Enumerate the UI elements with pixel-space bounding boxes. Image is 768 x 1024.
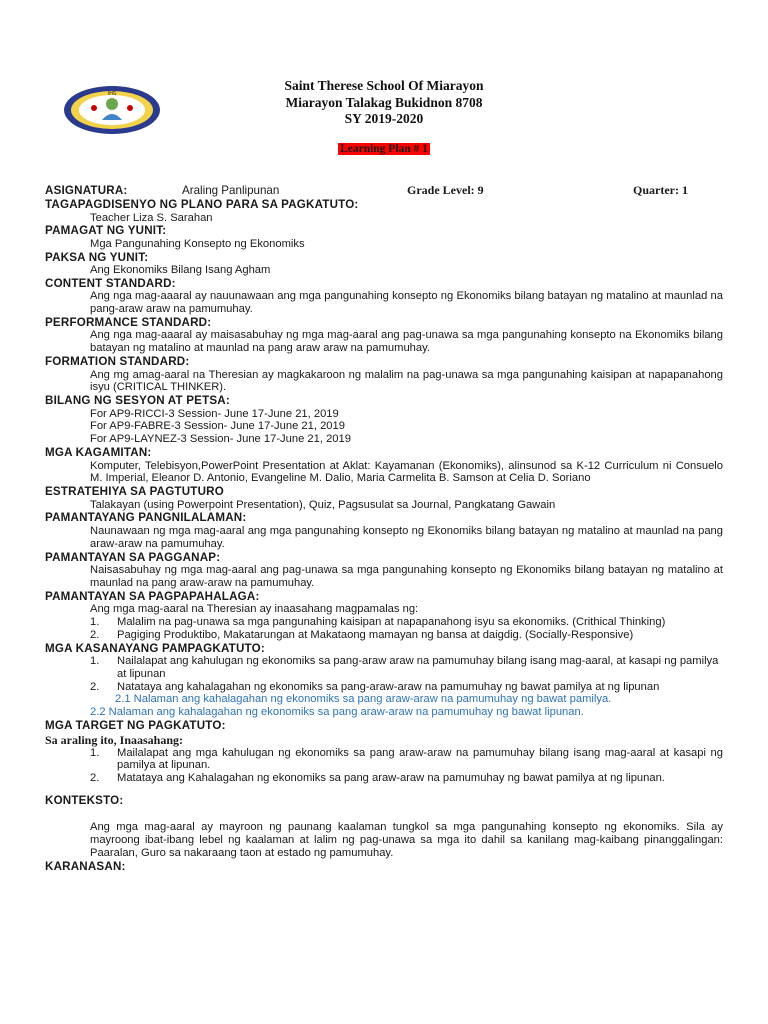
- performance-standard-text: Ang nga mag-aaaral ay maisasabuhay ng mga mag-aaral ang pag-unawa sa mga pangunahing konsepto na Ekonomiks bilang batayan ng matalino at maunlad na pang araw araw na pamumuhay.: [90, 329, 723, 355]
- school-header: [0, 78, 768, 128]
- values-standard-intro: Ang mga mag-aaral na Theresian ay inaasahang magpamalas ng:: [90, 603, 419, 616]
- learning-skill-sub-2: 2.2 Nalaman ang kahalagahan ng ekonomiks sa pang araw-araw na pamumuhay ng bawat lipunan.: [90, 706, 584, 719]
- list-text: Mailalapat ang mga kahulugan ng ekonomiks sa pang araw-araw na pamumuhay bilang isang mag-aaral at kasapi ng pamilya at lipunan.: [117, 746, 723, 772]
- list-text: Natataya ang kahalagahan ng ekonomiks sa pang-araw-araw na pamumuhay ng bawat pamilya at ng lipunan: [117, 680, 660, 693]
- designer-heading: TAGAPAGDISENYO NG PLANO PARA SA PAGKATUTO:: [45, 198, 359, 211]
- list-text: Malalim na pag-unawa sa mga pangunahing kaisipan at napapanahong isyu sa ekonomiks. (Crithical Thinking): [117, 615, 666, 628]
- list-number: 2.: [90, 772, 100, 785]
- values-list: [90, 616, 723, 642]
- subject-value: Araling Panlipunan: [182, 184, 280, 197]
- session-line: For AP9-LAYNEZ-3 Session- June 17-June 21, 2019: [90, 433, 351, 446]
- meta-row: [45, 184, 723, 198]
- school-year: SY 2019-2020: [344, 111, 424, 126]
- content-standard-heading: CONTENT STANDARD:: [45, 276, 176, 290]
- list-item: [90, 681, 723, 694]
- list-number: 2.: [90, 628, 100, 641]
- experience-heading: KARANASAN:: [45, 859, 126, 873]
- plan-title: Learning Plan # 1: [340, 143, 428, 155]
- context-heading: KONTEKSTO:: [45, 793, 124, 807]
- list-text: Nailalapat ang kahulugan ng ekonomiks sa pang-araw araw na pamumuhay bilang isang mag-aaral, at kasapi ng pamilya at lipunan: [117, 655, 719, 680]
- performance-std-fil-heading: PAMANTAYAN SA PAGGANAP:: [45, 550, 221, 564]
- logo-text: IHS: [107, 91, 117, 97]
- materials-text: Komputer, Telebisyon,PowerPoint Presentation at Aklat: Kayamanan (Ekonomiks), alinsunod sa K-12 Curriculum ni Consuelo M. Imperial, Eleanor D. Antonio, Evangeline M. Dalio, Maria Carmelita B. Samson at Celia D. Soriano: [90, 459, 723, 485]
- school-address: Miarayon Talakag Bukidnon 8708: [285, 94, 483, 110]
- materials-heading: MGA KAGAMITAN:: [45, 446, 152, 460]
- knowledge-standard-text: Naunawaan ng mga mag-aaral ang mga pangunahing konsepto ng Ekonomiks bilang batayan ng matalino at maunlad na pang araw-araw na pamumuhay.: [90, 524, 723, 550]
- list-text: Matataya ang Kahalagahan ng ekonomiks sa pang araw-araw na pamumuhay ng bawat pamilya at ng lipunan.: [117, 772, 665, 785]
- list-item: [90, 747, 723, 773]
- targets-subheading: Sa araling ito, Inaasahang:: [45, 732, 184, 747]
- targets-heading: MGA TARGET NG PAGKATUTO:: [45, 719, 226, 733]
- learning-skills-heading: MGA KASANAYANG PAMPAGKATUTO:: [45, 641, 265, 655]
- list-item: [90, 655, 723, 681]
- learning-skills-list: [90, 655, 723, 693]
- list-number: 1.: [90, 746, 100, 759]
- plan-content: [45, 184, 723, 873]
- list-text: Pagiging Produktibo, Makatarungan at Makataong mamayan ng bansa at daigdig. (Socially-Responsive): [117, 628, 634, 641]
- subject-label: ASIGNATURA:: [45, 184, 128, 197]
- performance-std-fil-text: Naisasabuhay ng mga mag-aaral ang pag-unawa sa mga pangunahing konsepto ng Ekonomiks bilang batayan ng matalino at maunlad na pang araw-araw na pamumuhay.: [90, 564, 723, 589]
- performance-standard-heading: PERFORMANCE STANDARD:: [45, 315, 212, 329]
- session-line: For AP9-RICCI-3 Session- June 17-June 21, 2019: [90, 407, 339, 420]
- plan-title-wrap: [0, 142, 768, 156]
- list-number: 1.: [90, 655, 100, 668]
- list-item: [90, 616, 723, 629]
- unit-topic-heading: PAKSA NG YUNIT:: [45, 250, 149, 264]
- formation-standard-heading: FORMATION STANDARD:: [45, 355, 190, 369]
- unit-topic-text: Ang Ekonomiks Bilang Isang Agham: [90, 264, 271, 277]
- context-text: Ang mga mag-aaral ay mayroon ng paunang kaalaman tungkol sa mga pangunahing konsepto ng ekonomiks. Sila ay mayroong ibat-ibang lebel ng kaalaman at lalim ng pag-unawa sa mga ito dahil sa kanilang mag-kaibang pinanggalingan: Paaralan, Guro sa nakaraang taon at estado ng pamumuhay.: [90, 821, 723, 859]
- sessions-heading: BILANG NG SESYON AT PETSA:: [45, 394, 230, 408]
- targets-list: [90, 747, 723, 785]
- designer-text: Teacher Liza S. Sarahan: [90, 211, 213, 224]
- quarter: Quarter: 1: [633, 183, 688, 197]
- values-standard-heading: PAMANTAYAN SA PAGPAPAHALAGA:: [45, 589, 260, 603]
- unit-title-heading: PAMAGAT NG YUNIT:: [45, 224, 167, 238]
- learning-skill-sub-1: 2.1 Nalaman ang kahalagahan ng ekonomiks sa pang araw-araw na pamumuhay ng bawat pamilya.: [115, 693, 612, 706]
- list-item: [90, 629, 723, 642]
- school-name: Saint Therese School Of Miarayon: [284, 78, 484, 93]
- grade-level: Grade Level: 9: [407, 183, 484, 197]
- unit-title-text: Mga Pangunahing Konsepto ng Ekonomiks: [90, 237, 305, 250]
- knowledge-standard-heading: PAMANTAYANG PANGNILALAMAN:: [45, 511, 247, 525]
- list-number: 2.: [90, 680, 100, 693]
- content-standard-text: Ang nga mag-aaaral ay nauunawaan ang mga pangunahing konsepto ng Ekonomiks bilang batayan ng matalino at maunlad na pang-araw araw na pamumuhay.: [90, 290, 723, 316]
- list-item: [90, 772, 723, 785]
- session-line: For AP9-FABRE-3 Session- June 17-June 21, 2019: [90, 420, 345, 433]
- strategy-heading: ESTRATEHIYA SA PAGTUTURO: [45, 485, 224, 499]
- strategy-text: Talakayan (using Powerpoint Presentation), Quiz, Pagsusulat sa Journal, Pangkatang Gawain: [90, 498, 556, 511]
- list-number: 1.: [90, 615, 100, 628]
- formation-standard-text: Ang mg amag-aaral na Theresian ay magkakaroon ng malalim na pag-unawa sa mga pangunahing kaisipan at napapanahong isyu (CRITICAL THINKER).: [90, 368, 723, 394]
